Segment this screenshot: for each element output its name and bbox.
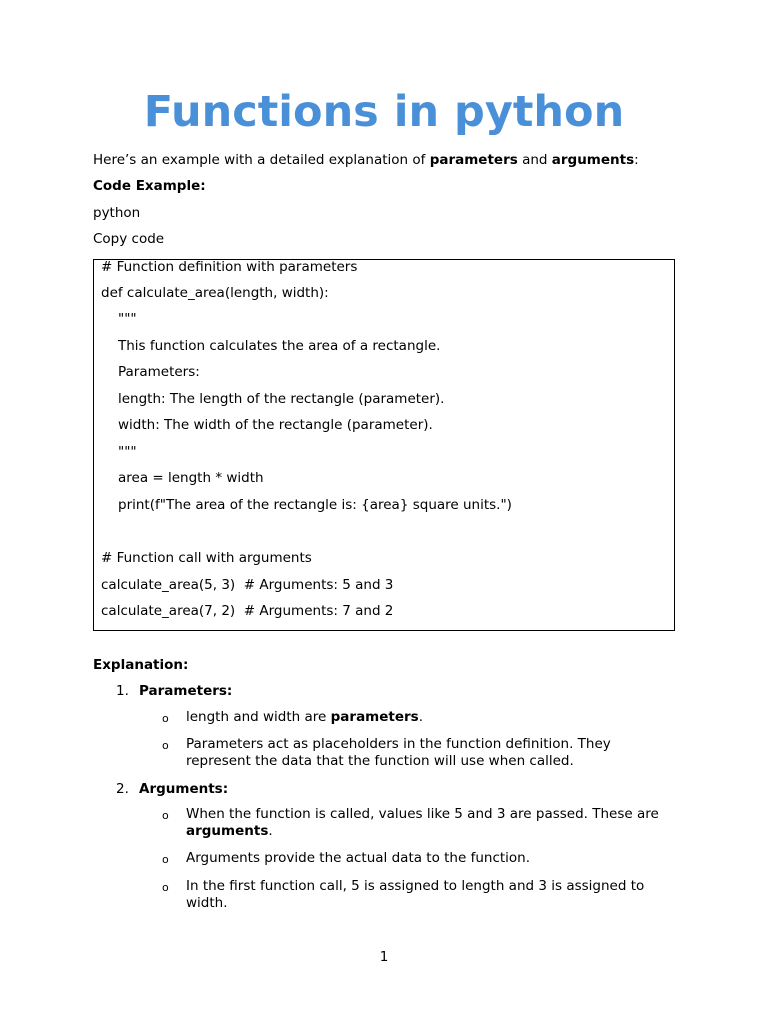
section-number: 1.	[116, 683, 129, 699]
code-line: width: The width of the rectangle (parameter).	[118, 417, 433, 433]
bullet-circle-icon: o	[162, 881, 169, 894]
code-block	[93, 259, 675, 631]
bullet-circle-icon: o	[162, 712, 169, 725]
list-item	[186, 878, 676, 912]
code-line: """	[118, 444, 137, 460]
bullet-circle-icon: o	[162, 853, 169, 866]
code-line: length: The length of the rectangle (parameter).	[118, 391, 445, 407]
code-line: calculate_area(5, 3) # Arguments: 5 and 3	[101, 577, 394, 593]
list-item-text: .	[268, 823, 273, 839]
intro-prefix: Here’s an example with a detailed explanation of	[93, 152, 430, 168]
code-line: """	[118, 311, 137, 327]
code-line: # Function definition with parameters	[101, 259, 358, 275]
code-line: # Function call with arguments	[101, 550, 312, 566]
section-label-arguments: Arguments:	[139, 781, 229, 797]
code-line: print(f"The area of the rectangle is: {area} square units.")	[118, 497, 512, 513]
code-example-heading	[93, 177, 206, 195]
explanation-heading-text: Explanation:	[93, 657, 189, 673]
list-item-text: When the function is called, values like 5 and 3 are passed. These are	[186, 806, 659, 822]
explanation-heading	[93, 656, 188, 674]
section-label-parameters: Parameters:	[139, 683, 233, 699]
list-item-text: In the first function call, 5 is assigned to length and 3 is assigned to width.	[186, 878, 645, 911]
list-item-text: length and width are	[186, 709, 331, 725]
list-item-text: Parameters act as placeholders in the function definition. They represent the data that the function will use when called.	[186, 736, 611, 769]
list-item	[186, 806, 676, 840]
list-item	[186, 709, 676, 726]
intro-paragraph	[93, 151, 639, 169]
code-example-heading-text: Code Example:	[93, 178, 206, 194]
intro-suffix: :	[634, 152, 639, 168]
code-line: area = length * width	[118, 470, 264, 486]
code-line: def calculate_area(length, width):	[101, 285, 329, 301]
list-item	[186, 850, 676, 867]
page-title: Functions in python	[143, 87, 625, 137]
list-item-bold: arguments	[186, 823, 269, 839]
code-line: This function calculates the area of a rectangle.	[118, 338, 441, 354]
page-number: 1	[379, 949, 389, 965]
list-item-bold: parameters	[330, 709, 419, 725]
copy-code-label: Copy code	[93, 231, 165, 247]
code-line: Parameters:	[118, 364, 200, 380]
section-number: 2.	[116, 781, 129, 797]
bullet-circle-icon: o	[162, 739, 169, 752]
list-item-text: Arguments provide the actual data to the function.	[186, 850, 531, 866]
intro-bold-parameters: parameters	[429, 152, 518, 168]
intro-middle: and	[517, 152, 552, 168]
list-item	[186, 736, 676, 770]
intro-bold-arguments: arguments	[551, 152, 635, 168]
bullet-circle-icon: o	[162, 809, 169, 822]
language-label: python	[93, 205, 141, 221]
list-item-text: .	[418, 709, 424, 725]
code-line: calculate_area(7, 2) # Arguments: 7 and 2	[101, 603, 394, 619]
